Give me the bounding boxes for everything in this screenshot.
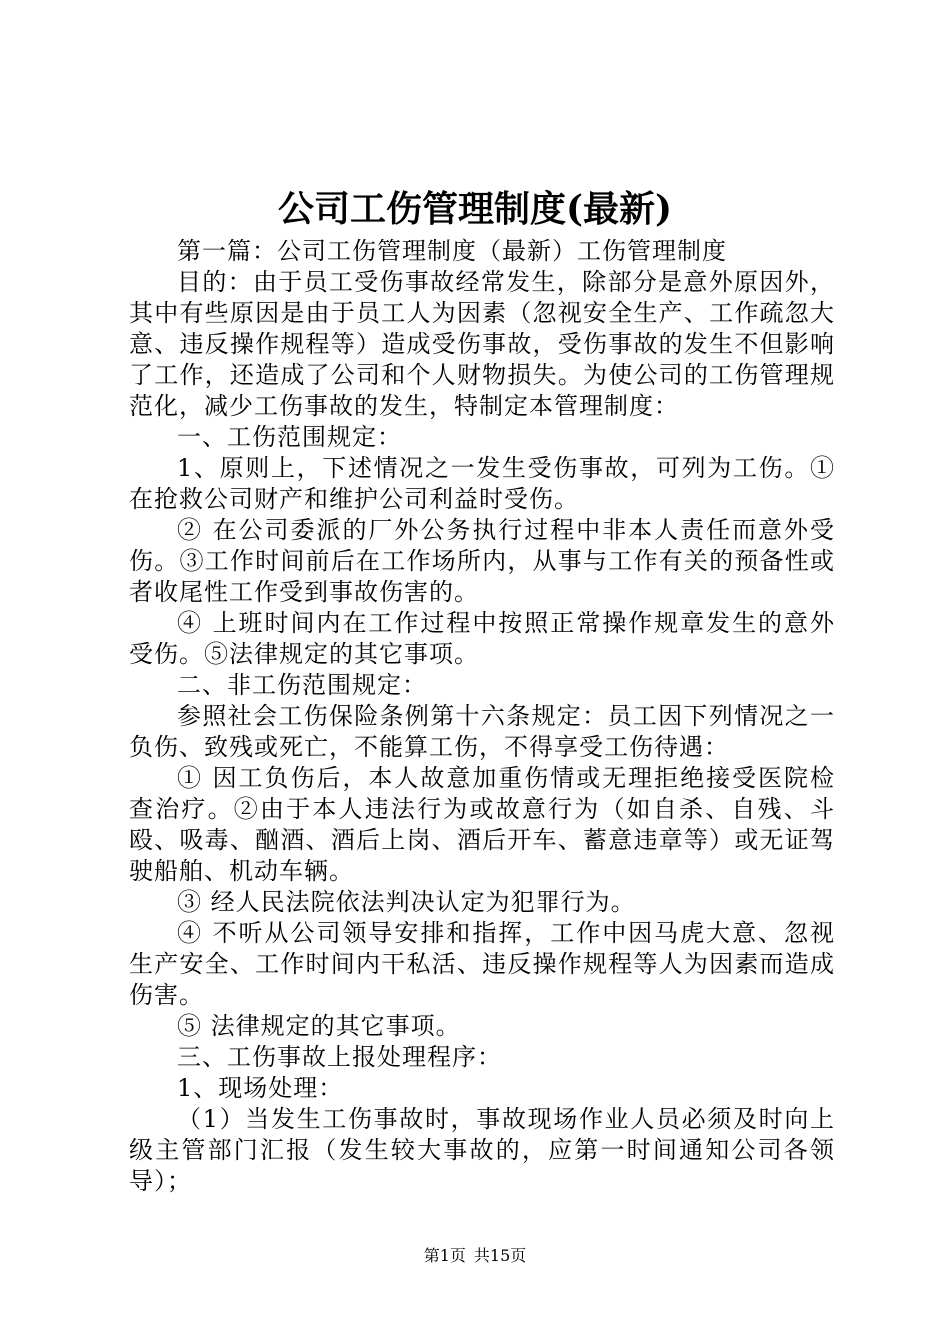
document-body xyxy=(129,236,835,1197)
paragraph: ② 在公司委派的厂外公务执行过程中非本人责任而意外受伤。③工作时间前后在工作场所内，从事与工作有关的预备性或者收尾性工作受到事故伤害的。 xyxy=(129,516,835,606)
paragraph: （1）当发生工伤事故时，事故现场作业人员必须及时向上级主管部门汇报（发生较大事故的，应第一时间通知公司各领导）； xyxy=(129,1105,835,1195)
page-footer xyxy=(0,1244,950,1268)
paragraph: 1、现场处理： xyxy=(177,1074,344,1102)
paragraph: 第一篇：公司工伤管理制度（最新）工伤管理制度 xyxy=(177,237,727,265)
paragraph: 二、非工伤范围规定： xyxy=(177,671,427,699)
paragraph: ④ 上班时间内在工作过程中按照正常操作规章发生的意外受伤。⑤法律规定的其它事项。 xyxy=(129,609,835,668)
paragraph: ① 因工负伤后，本人故意加重伤情或无理拒绝接受医院检查治疗。②由于本人违法行为或故意行为（如自杀、自残、斗殴、吸毒、酗酒、酒后上岗、酒后开车、蓄意违章等）或无证驾驶船舶、机动车辆。 xyxy=(129,764,835,885)
page-number: 第1页 xyxy=(423,1246,466,1265)
paragraph: 参照社会工伤保险条例第十六条规定：员工因下列情况之一负伤、致残或死亡，不能算工伤，不得享受工伤待遇： xyxy=(129,702,835,761)
page-total: 共15页 xyxy=(473,1246,527,1265)
paragraph: ④ 不听从公司领导安排和指挥，工作中因马虎大意、忽视生产安全、工作时间内干私活、违反操作规程等人为因素而造成伤害。 xyxy=(129,919,835,1009)
paragraph: 一、工伤范围规定： xyxy=(177,423,402,451)
paragraph: ③ 经人民法院依法判决认定为犯罪行为。 xyxy=(177,888,636,916)
document-title: 公司工伤管理制度(最新) xyxy=(277,188,673,230)
paragraph: ⑤ 法律规定的其它事项。 xyxy=(177,1012,461,1040)
paragraph: 三、工伤事故上报处理程序： xyxy=(177,1043,502,1071)
paragraph: 1、原则上，下述情况之一发生受伤事故，可列为工伤。①在抢救公司财产和维护公司利益时受伤。 xyxy=(129,454,835,513)
paragraph: 目的：由于员工受伤事故经常发生，除部分是意外原因外，其中有些原因是由于员工人为因素（忽视安全生产、工作疏忽大意、违反操作规程等）造成受伤事故，受伤事故的发生不但影响了工作，还造成了公司和个人财物损失。为使公司的工伤管理规范化，减少工伤事故的发生，特制定本管理制度： xyxy=(129,268,835,420)
